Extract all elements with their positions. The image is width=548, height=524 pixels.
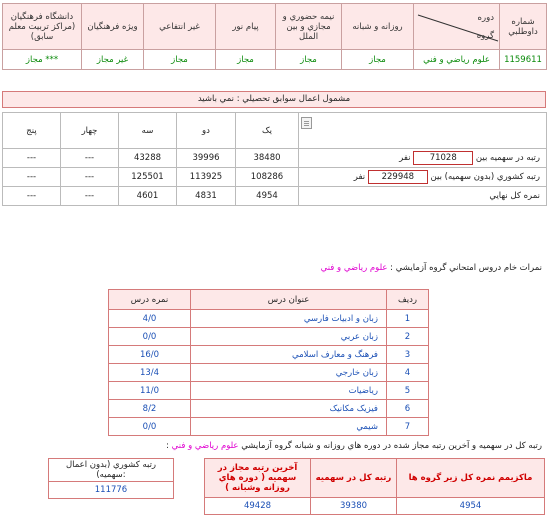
course-header-score: نمره درس	[109, 290, 191, 310]
rank-label: رتبه کشوري (بدون سهميه) بين	[430, 172, 540, 182]
course-header-title: عنوان درس	[191, 290, 387, 310]
header-group	[414, 4, 500, 50]
cell-semi: مجاز	[276, 50, 342, 70]
document-icon	[301, 117, 312, 129]
final-header-rank-quota: رتبه کل در سهميه	[311, 459, 397, 498]
rank-col-5: پنج	[3, 113, 61, 149]
course-name: زبان و ادبيات فارسي	[191, 310, 387, 328]
rank-cell: ---	[61, 168, 119, 187]
course-name: فرهنگ و معارف اسلامي	[191, 346, 387, 364]
rank-cell: 113925	[177, 168, 236, 187]
header-payam: پيام نور	[216, 4, 276, 50]
rank-label-total: نمره کل نهايي	[299, 187, 547, 206]
final-max-score: 4954	[397, 498, 545, 515]
course-name: فيزيک مکانيک	[191, 400, 387, 418]
final-title-suffix: :	[166, 441, 169, 451]
course-scores-table	[108, 289, 429, 436]
course-score: 11/0	[109, 382, 191, 400]
rank-cell: ---	[3, 187, 61, 206]
course-index: 3	[387, 346, 429, 364]
rank-cell: ---	[61, 187, 119, 206]
course-index: 5	[387, 382, 429, 400]
rank-cell: 39996	[177, 149, 236, 168]
course-header-row: رديف	[387, 290, 429, 310]
rank-col-1: يک	[236, 113, 299, 149]
rank-cell: 125501	[119, 168, 177, 187]
course-name: رياضيات	[191, 382, 387, 400]
raw-title-prefix: نمرات خام دروس امتحاني گروه آزمايشي :	[390, 263, 542, 273]
final-rank-table	[204, 458, 545, 515]
cell-farhangian-special: غير مجاز	[82, 50, 144, 70]
national-rank-value: 111776	[49, 482, 174, 499]
cell-day-evening: مجاز	[342, 50, 414, 70]
course-name: شيمي	[191, 418, 387, 436]
rank-cell: 4831	[177, 187, 236, 206]
academic-record-notice: مشمول اعمال سوابق تحصيلي : نمي باشيد	[2, 91, 546, 108]
cell-id: 1159611	[500, 50, 547, 70]
rank-quota-value: 71028	[413, 151, 473, 165]
rank-label-quota	[299, 149, 547, 168]
rank-unit: نفر	[399, 153, 411, 163]
course-score: 4/0	[109, 310, 191, 328]
rank-cell: 38480	[236, 149, 299, 168]
rank-col-3: سه	[119, 113, 177, 149]
course-name: زبان خارجي	[191, 364, 387, 382]
cell-nonprofit: مجاز	[144, 50, 216, 70]
header-farhangian-special: ويژه فرهنگيان	[82, 4, 144, 50]
national-rank-header: رتبه کشوري (بدون اعمال سهميه):	[49, 459, 174, 482]
rank-label-national	[299, 168, 547, 187]
final-rank-title	[2, 441, 542, 451]
final-title-group: علوم رياضي و فني	[171, 441, 239, 451]
final-title-prefix: رتبه کل در سهميه و آخرين رتبه مجاز شده در دوره هاي روزانه و شبانه گروه آزمايشي	[241, 441, 542, 451]
rank-cell: 4601	[119, 187, 177, 206]
course-score: 0/0	[109, 418, 191, 436]
final-header-last-rank: آخرين رتبه مجاز در سهميه ( دوره هاي روزانه وشبانه )	[205, 459, 311, 498]
course-name: زبان عربي	[191, 328, 387, 346]
course-index: 1	[387, 310, 429, 328]
header-nonprofit: غير انتفاعي	[144, 4, 216, 50]
rank-table	[2, 112, 547, 206]
course-score: 8/2	[109, 400, 191, 418]
course-score: 13/4	[109, 364, 191, 382]
course-index: 6	[387, 400, 429, 418]
header-farhangian-univ: دانشگاه فرهنگيان (مراکز تربيت معلم سابق)	[3, 4, 82, 50]
cell-group: علوم رياضي و فني	[414, 50, 500, 70]
rank-cell: ---	[3, 168, 61, 187]
raw-scores-title	[2, 263, 542, 273]
eligibility-table	[2, 3, 547, 70]
final-rank-quota: 39380	[311, 498, 397, 515]
final-last-rank: 49428	[205, 498, 311, 515]
course-score: 16/0	[109, 346, 191, 364]
rank-label: رتبه در سهميه بين	[475, 153, 540, 163]
rank-cell: 43288	[119, 149, 177, 168]
rank-cell: ---	[61, 149, 119, 168]
final-header-max: ماکزيمم نمره کل زير گروه ها	[397, 459, 545, 498]
rank-col-4: چهار	[61, 113, 119, 149]
raw-title-group: علوم رياضي و فني	[320, 263, 388, 273]
national-rank-table	[48, 458, 174, 499]
header-group-top: دوره	[477, 12, 494, 23]
header-id: شماره داوطلبي	[500, 4, 547, 50]
rank-cell: 108286	[236, 168, 299, 187]
course-index: 4	[387, 364, 429, 382]
rank-cell: ---	[3, 149, 61, 168]
rank-unit: نفر	[353, 172, 366, 182]
rank-national-value: 229948	[368, 170, 428, 184]
course-index: 2	[387, 328, 429, 346]
cell-payam: مجاز	[216, 50, 276, 70]
course-score: 0/0	[109, 328, 191, 346]
cell-farhangian-univ: مجاز ***	[3, 50, 82, 70]
rank-col-2: دو	[177, 113, 236, 149]
course-index: 7	[387, 418, 429, 436]
rank-header-blank	[299, 113, 547, 149]
header-group-bottom: گروه	[476, 30, 494, 41]
rank-cell: 4954	[236, 187, 299, 206]
header-semi: نيمه حضوري و مجازي و بين الملل	[276, 4, 342, 50]
header-day-evening: روزانه و شبانه	[342, 4, 414, 50]
